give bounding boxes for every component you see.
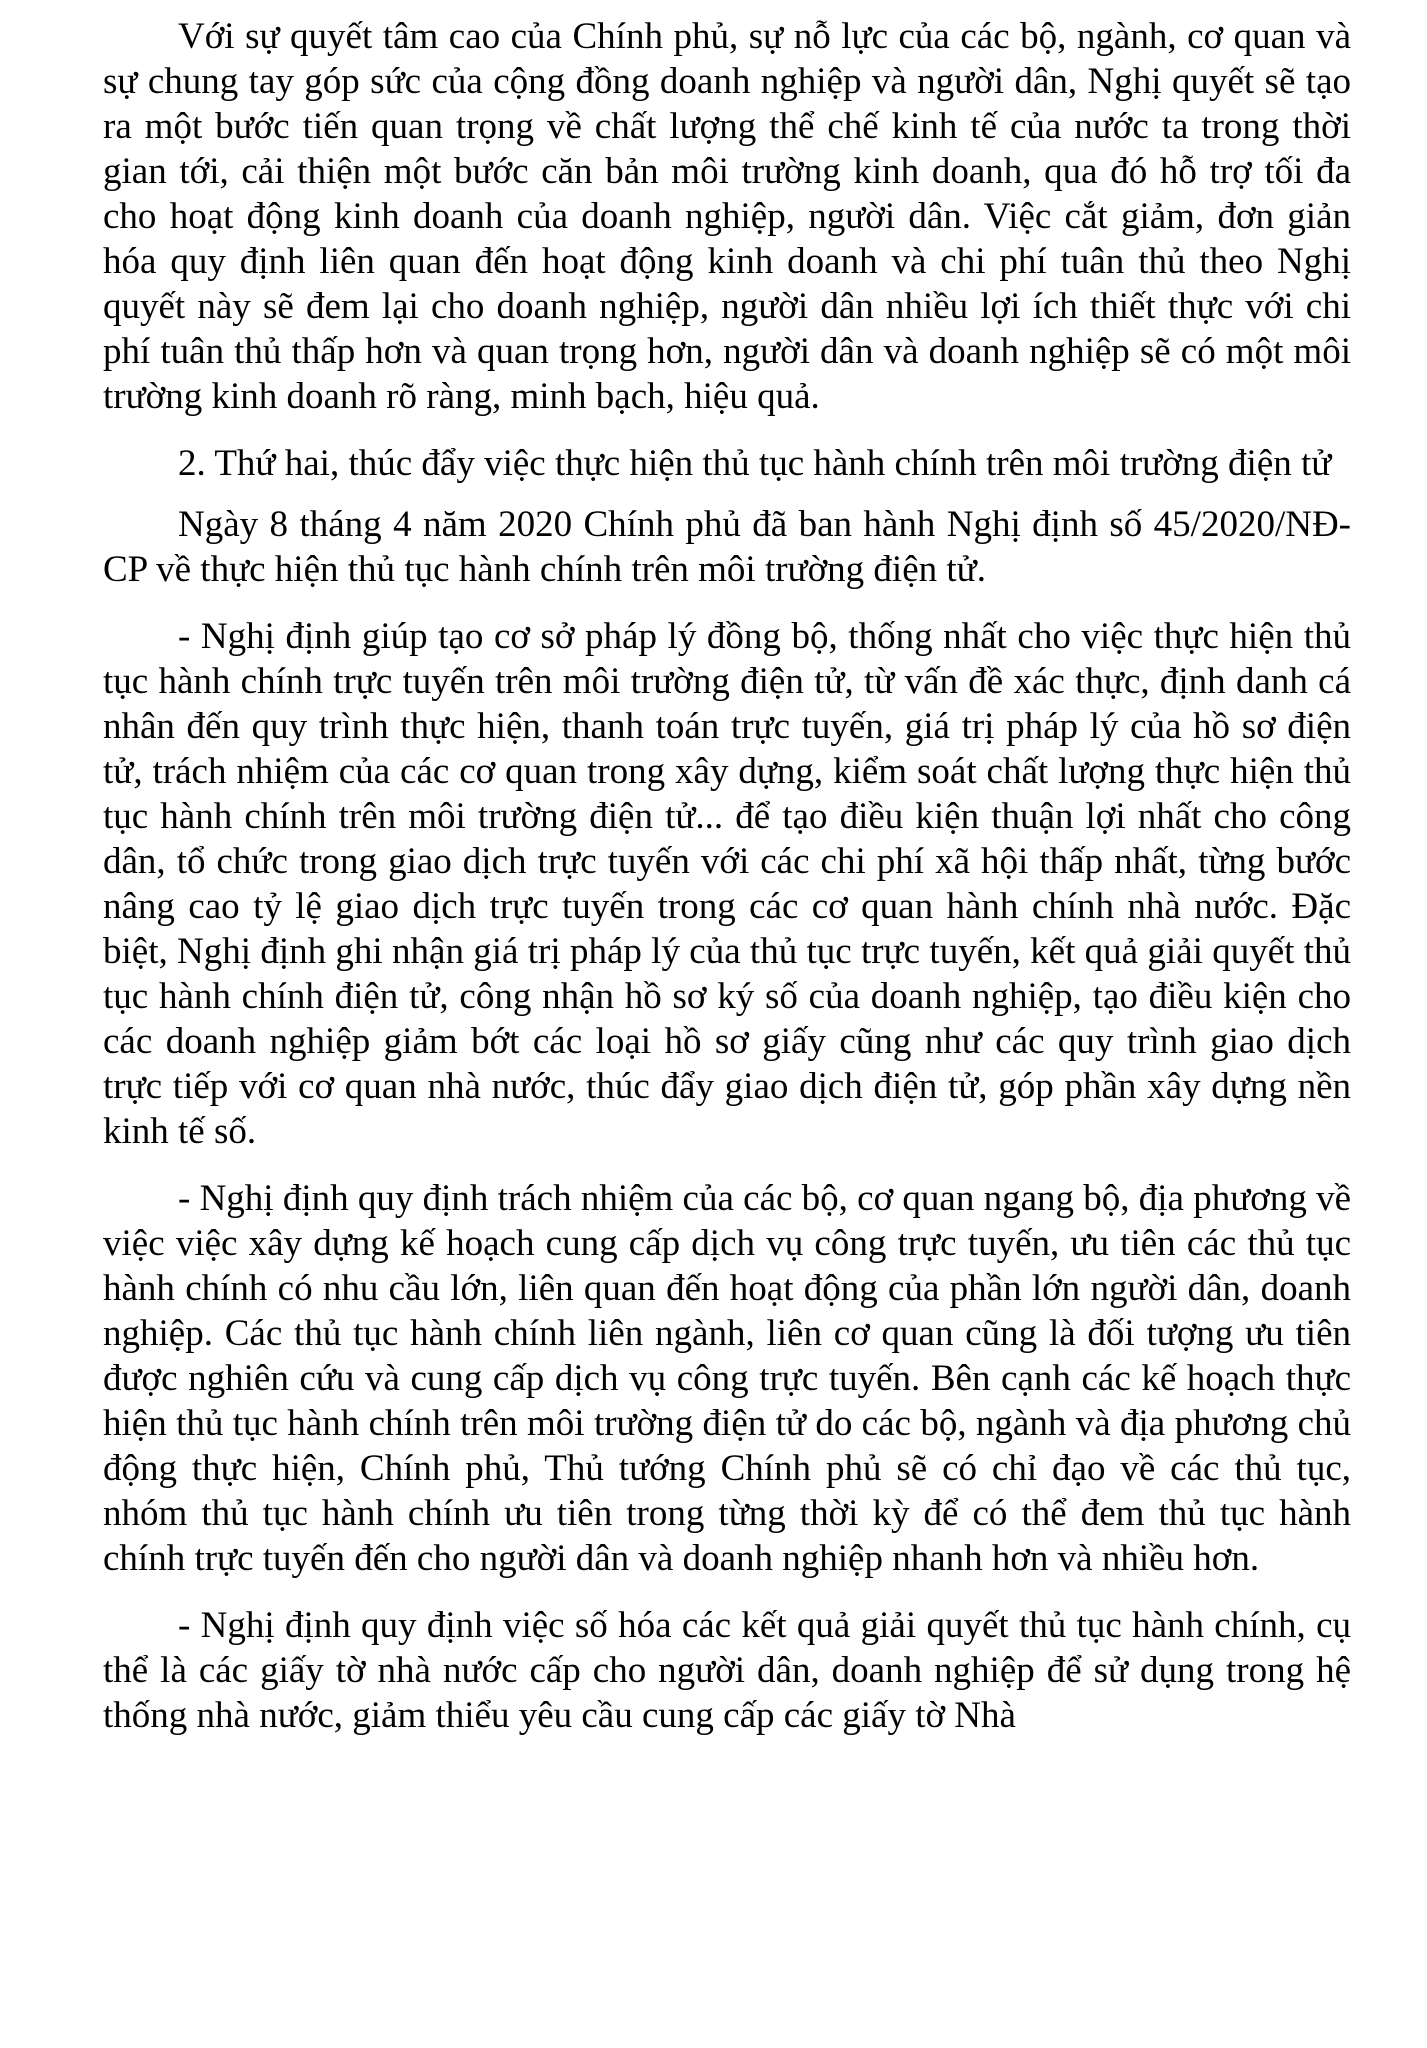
paragraph-responsibilities: - Nghị định quy định trách nhiệm của các bộ, cơ quan ngang bộ, địa phương về việc việc xây dựng kế hoạch cung cấp dịch vụ công trực tuyến, ưu tiên các thủ tục hành chính có nhu cầu lớn, liên quan đến hoạt động của phần lớn người dân, doanh nghiệp. Các thủ tục hành chính liên ngành, liên cơ quan cũng là đối tượng ưu tiên được nghiên cứu và cung cấp dịch vụ công trực tuyến. Bên cạnh các kế hoạch thực hiện thủ tục hành chính trên môi trường điện tử do các bộ, ngành và địa phương chủ động thực hiện, Chính phủ, Thủ tướng Chính phủ sẽ có chỉ đạo về các thủ tục, nhóm thủ tục hành chính ưu tiên trong từng thời kỳ để có thể đem thủ tục hành chính trực tuyến đến cho người dân và doanh nghiệp nhanh hơn và nhiều hơn. xyxy=(103,1178,1351,1579)
paragraph-digitization: - Nghị định quy định việc số hóa các kết quả giải quyết thủ tục hành chính, cụ thể là các giấy tờ nhà nước cấp cho người dân, doanh nghiệp để sử dụng trong hệ thống nhà nước, giảm thiểu yêu cầu cung cấp các giấy tờ Nhà xyxy=(103,1605,1351,1736)
paragraph-resolution-summary: Với sự quyết tâm cao của Chính phủ, sự nỗ lực của các bộ, ngành, cơ quan và sự chung tay góp sức của cộng đồng doanh nghiệp và người dân, Nghị quyết sẽ tạo ra một bước tiến quan trọng về chất lượng thể chế kinh tế của nước ta trong thời gian tới, cải thiện một bước căn bản môi trường kinh doanh, qua đó hỗ trợ tối đa cho hoạt động kinh doanh của doanh nghiệp, người dân. Việc cắt giảm, đơn giản hóa quy định liên quan đến hoạt động kinh doanh và chi phí tuân thủ theo Nghị quyết này sẽ đem lại cho doanh nghiệp, người dân nhiều lợi ích thiết thực với chi phí tuân thủ thấp hơn và quan trọng hơn, người dân và doanh nghiệp sẽ có một môi trường kinh doanh rõ ràng, minh bạch, hiệu quả. xyxy=(103,16,1351,417)
paragraph-decree-issuance: Ngày 8 tháng 4 năm 2020 Chính phủ đã ban hành Nghị định số 45/2020/NĐ-CP về thực hiện thủ tục hành chính trên môi trường điện tử. xyxy=(103,504,1351,590)
section-heading-2: 2. Thứ hai, thúc đẩy việc thực hiện thủ tục hành chính trên môi trường điện tử xyxy=(178,443,1332,484)
paragraph-legal-basis: - Nghị định giúp tạo cơ sở pháp lý đồng bộ, thống nhất cho việc thực hiện thủ tục hành chính trực tuyến trên môi trường điện tử, từ vấn đề xác thực, định danh cá nhân đến quy trình thực hiện, thanh toán trực tuyến, giá trị pháp lý của hồ sơ điện tử, trách nhiệm của các cơ quan trong xây dựng, kiểm soát chất lượng thực hiện thủ tục hành chính trên môi trường điện tử... để tạo điều kiện thuận lợi nhất cho công dân, tổ chức trong giao dịch trực tuyến với các chi phí xã hội thấp nhất, từng bước nâng cao tỷ lệ giao dịch trực tuyến trong các cơ quan hành chính nhà nước. Đặc biệt, Nghị định ghi nhận giá trị pháp lý của thủ tục trực tuyến, kết quả giải quyết thủ tục hành chính điện tử, công nhận hồ sơ ký số của doanh nghiệp, tạo điều kiện cho các doanh nghiệp giảm bớt các loại hồ sơ giấy cũng như các quy trình giao dịch trực tiếp với cơ quan nhà nước, thúc đẩy giao dịch điện tử, góp phần xây dựng nền kinh tế số. xyxy=(103,616,1351,1152)
